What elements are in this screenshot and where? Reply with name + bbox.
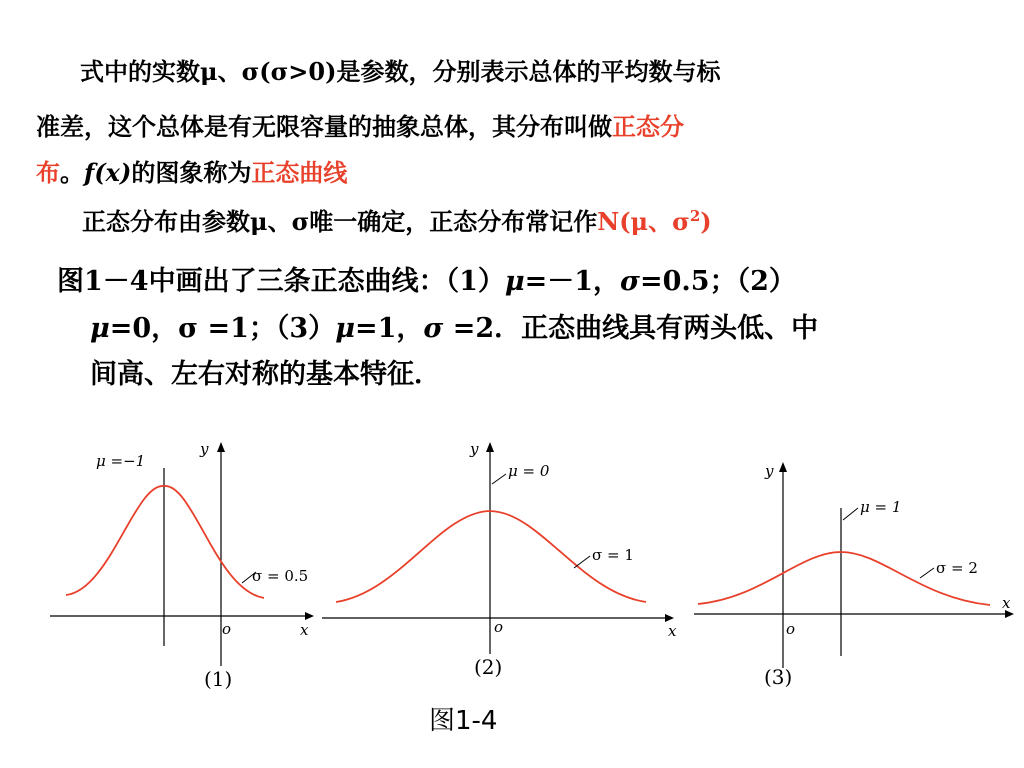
term-normal-curve: 正态曲线 bbox=[251, 158, 348, 187]
x-label-1: x bbox=[300, 621, 309, 639]
y-arrow-3 bbox=[779, 462, 787, 472]
origin-label-2: o bbox=[494, 618, 504, 636]
para2-line2: μ=0，σ =1；（3）μ=1，σ =2．正态曲线具有两头低、中 bbox=[90, 313, 819, 344]
sigma-label-1: σ = 0.5 bbox=[252, 567, 309, 585]
para2-line1: 图1－4中画出了三条正态曲线：（1）μ=－1，σ=0.5；（2） bbox=[57, 266, 796, 297]
panel-number-2: (2) bbox=[474, 655, 503, 679]
figure-caption: 图1-4 bbox=[429, 706, 498, 736]
para1-line1: 式中的实数μ、σ(σ>0)是参数，分别表示总体的平均数与标 bbox=[80, 57, 721, 86]
fx-symbol: f(x) bbox=[84, 158, 132, 187]
panel-3 bbox=[694, 462, 1014, 689]
y-label-3: y bbox=[765, 462, 774, 480]
para1b-line: 正态分布由参数μ、σ唯一确定，正态分布常记作N(μ、$\sigma^2$) bbox=[82, 207, 712, 236]
y-label-2: y bbox=[470, 440, 479, 458]
panel-1 bbox=[50, 440, 314, 691]
y-arrow-2 bbox=[486, 442, 494, 452]
x-arrow-1 bbox=[305, 612, 314, 620]
mu-leader-2 bbox=[492, 474, 506, 484]
mu-leader-3 bbox=[843, 508, 858, 520]
panel-2 bbox=[322, 440, 677, 679]
mu-label-2: μ = 0 bbox=[508, 462, 550, 480]
sigma-label-2: σ = 1 bbox=[592, 546, 634, 564]
sigma-leader-2 bbox=[574, 556, 590, 568]
para1-line3: 布。f(x)的图象称为正态曲线 bbox=[36, 158, 348, 187]
panel-number-3: (3) bbox=[764, 665, 793, 689]
para1-line2: 准差，这个总体是有无限容量的抽象总体，其分布叫做正态分 bbox=[36, 112, 684, 141]
sigma-leader-3 bbox=[920, 568, 934, 578]
panel-number-1: (1) bbox=[204, 667, 233, 691]
curve-1 bbox=[66, 486, 264, 598]
y-label-1: y bbox=[200, 440, 209, 458]
para2-line3: 间高、左右对称的基本特征． bbox=[90, 359, 441, 390]
x-arrow-2 bbox=[665, 614, 674, 622]
sigma-label-3: σ = 2 bbox=[936, 559, 978, 577]
origin-label-1: o bbox=[222, 620, 232, 638]
term-normal-distribution: 正态分 bbox=[612, 112, 684, 141]
mu-label-1: μ =−1 bbox=[96, 452, 146, 470]
x-label-3: x bbox=[1002, 594, 1011, 612]
notation-n: N(μ、$\sigma^2$) bbox=[597, 207, 712, 236]
y-arrow-1 bbox=[217, 442, 225, 452]
origin-label-3: o bbox=[786, 620, 796, 638]
x-label-2: x bbox=[668, 622, 677, 640]
mu-label-3: μ = 1 bbox=[860, 498, 902, 516]
normal-curves-figure bbox=[0, 428, 1024, 718]
